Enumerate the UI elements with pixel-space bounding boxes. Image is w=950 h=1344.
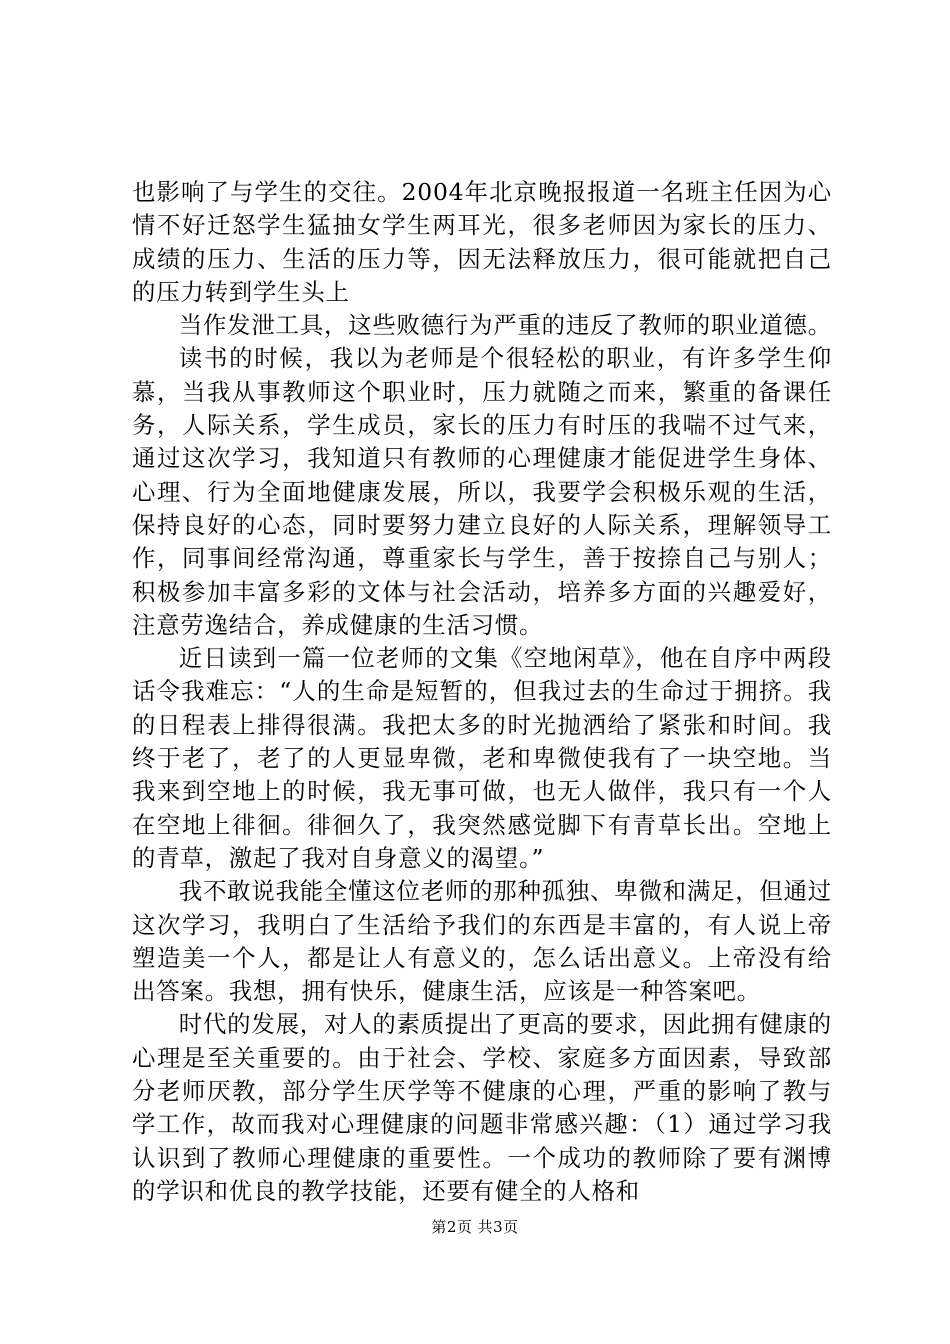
paragraph-1: 也影响了与学生的交往。2004年北京晚报报道一名班主任因为心情不好迁怒学生猛抽女学生两耳光，很多老师因为家长的压力、成绩的压力、生活的压力等，因无法释放压力，很可能就把自己的压力转到学生头上 xyxy=(132,178,832,306)
document-body xyxy=(132,176,832,1208)
paragraph-4: 近日读到一篇一位老师的文集《空地闲草》，他在自序中两段话令我难忘：“人的生命是短暂的，但我过去的生命过于拥挤。我的日程表上排得很满。我把太多的时光抛洒给了紧张和时间。我终于老了，老了的人更显卑微，老和卑微使我有了一块空地。当我来到空地上的时候，我无事可做，也无人做伴，我只有一个人在空地上徘徊。徘徊久了，我突然感觉脚下有青草长出。空地上的青草，激起了我对自身意义的渴望。” xyxy=(132,644,832,872)
paragraph-6: 时代的发展，对人的素质提出了更高的要求，因此拥有健康的心理是至关重要的。由于社会、学校、家庭多方面因素，导致部分老师厌教，部分学生厌学等不健康的心理，严重的影响了教与学工作，故而我对心理健康的问题非常感兴趣：（1）通过学习我认识到了教师心理健康的重要性。一个成功的教师除了要有渊博的学识和优良的教学技能，还要有健全的人格和 xyxy=(132,1010,832,1205)
paragraph-3: 读书的时候，我以为老师是个很轻松的职业，有许多学生仰慕，当我从事教师这个职业时，压力就随之而来，繁重的备课任务，人际关系，学生成员，家长的压力有时压的我喘不过气来，通过这次学习，我知道只有教师的心理健康才能促进学生身体、心理、行为全面地健康发展，所以，我要学会积极乐观的生活，保持良好的心态，同时要努力建立良好的人际关系，理解领导工作，同事间经常沟通，尊重家长与学生，善于按捺自己与别人；积极参加丰富多彩的文体与社会活动，培养多方面的兴趣爱好，注意劳逸结合，养成健康的生活习惯。 xyxy=(132,344,832,639)
paragraph-5: 我不敢说我能全懂这位老师的那种孤独、卑微和满足，但通过这次学习，我明白了生活给予我们的东西是丰富的，有人说上帝塑造美一个人，都是让人有意义的，怎么话出意义。上帝没有给出答案。我想，拥有快乐，健康生活，应该是一种答案吧。 xyxy=(132,877,832,1006)
paragraph-2: 当作发泄工具，这些败德行为严重的违反了教师的职业道德。 xyxy=(178,311,832,340)
page-footer: 第2页 共3页 xyxy=(431,1218,519,1236)
